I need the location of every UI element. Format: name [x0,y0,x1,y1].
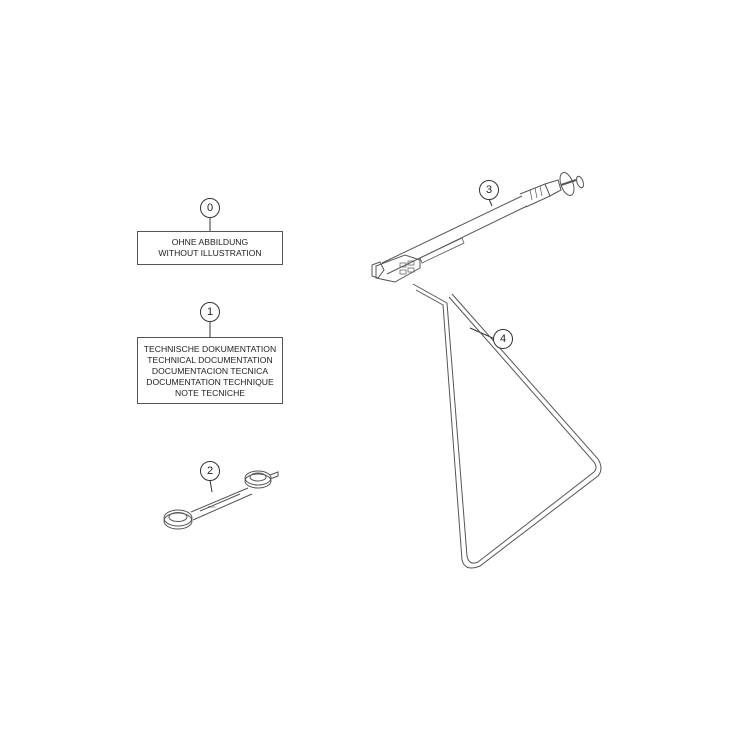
callout-part-0: 0 [200,198,220,218]
callout-part-2: 2 [200,461,220,481]
label-line: TECHNISCHE DOKUMENTATION [143,344,277,354]
label-line: WITHOUT ILLUSTRATION [158,248,262,258]
label-line: DOCUMENTACION TECNICA [151,366,269,376]
label-line: NOTE TECNICHE [174,388,246,398]
callout-part-4: 4 [493,329,513,349]
label-line: DOCUMENTATION TECHNIQUE [146,377,274,387]
label-box-part-0 [137,231,283,265]
leader-line-3 [489,199,492,206]
label-line: TECHNICAL DOCUMENTATION [147,355,273,365]
bike-stand-icon [413,284,601,568]
label-line: OHNE ABBILDUNG [171,237,249,247]
label-box-part-1 [137,337,283,404]
leader-line-2 [210,480,212,492]
leader-line-4 [470,328,495,339]
callout-part-3: 3 [479,180,499,200]
svg-text:▭▭: ▭▭ [208,504,216,509]
spanner-wrench-icon [164,471,278,529]
callout-part-1: 1 [200,302,220,322]
